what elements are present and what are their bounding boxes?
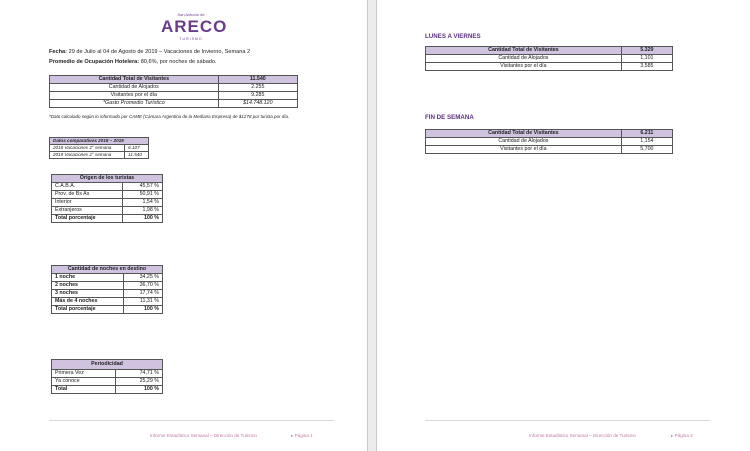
origen-header: Origen de los turistas bbox=[52, 175, 163, 183]
lunes-title: LUNES A VIERNES bbox=[425, 33, 481, 40]
table-cell: 2 noches bbox=[52, 282, 124, 290]
table-cell: Total bbox=[52, 386, 116, 394]
footer-divider bbox=[425, 420, 710, 421]
page-number-label: Página 2 bbox=[674, 433, 693, 438]
table-row bbox=[52, 207, 163, 215]
table-cell: 36,70 % bbox=[124, 282, 163, 290]
logo bbox=[161, 12, 228, 41]
page-arrow-icon: ▸ bbox=[291, 433, 295, 438]
origen-header-row bbox=[52, 175, 163, 183]
table-cell: 3 noches bbox=[52, 290, 124, 298]
table-row bbox=[426, 146, 673, 154]
table-row bbox=[52, 306, 163, 314]
resumen-table bbox=[49, 75, 298, 108]
table-cell: 45,57 % bbox=[123, 183, 163, 191]
table-cell: 1,54 % bbox=[123, 199, 163, 207]
resumen-header-label: Cantidad Total de Visitantes bbox=[50, 76, 219, 84]
resumen-header-row bbox=[50, 76, 298, 84]
table-cell: Total porcentaje bbox=[52, 215, 123, 223]
table-cell: Más de 4 noches bbox=[52, 298, 124, 306]
lunes-table bbox=[425, 46, 673, 71]
periodicidad-table bbox=[51, 359, 163, 394]
table-row bbox=[52, 386, 163, 394]
table-cell: 34,25 % bbox=[124, 274, 163, 282]
origen-table bbox=[51, 174, 163, 223]
page-number bbox=[671, 433, 693, 439]
table-cell: Visitantes por el día bbox=[426, 63, 622, 71]
table-cell: Visitantes por el día bbox=[426, 146, 622, 154]
footer-divider bbox=[49, 420, 334, 421]
table-row bbox=[52, 282, 163, 290]
table-cell: 2.255 bbox=[218, 84, 297, 92]
table-cell: Total porcentaje bbox=[52, 306, 124, 314]
footer-text: Informe Estadístico Semanal – Dirección de Turismo bbox=[150, 433, 257, 438]
table-cell: 50,91 % bbox=[123, 191, 163, 199]
table-row bbox=[52, 191, 163, 199]
table-row bbox=[52, 274, 163, 282]
table-cell: Visitantes por el día bbox=[50, 92, 219, 100]
table-cell: 1,154 bbox=[621, 138, 672, 146]
table-cell: *Gasto Promedio Turístico bbox=[50, 100, 219, 108]
table-row bbox=[50, 100, 298, 108]
table-cell: Cantidad de Alojados bbox=[426, 55, 622, 63]
table-row bbox=[52, 215, 163, 223]
periodicidad-header-row bbox=[52, 360, 163, 370]
table-cell: 17,74 % bbox=[124, 290, 163, 298]
table-cell: Ya conoce bbox=[52, 378, 116, 386]
table-cell: 1,98 % bbox=[123, 207, 163, 215]
noches-table bbox=[51, 265, 163, 314]
comparativos-header: Datos comparativos 2018 – 2019 bbox=[50, 138, 149, 145]
comparativos-table bbox=[49, 137, 149, 159]
table-cell: C.A.B.A. bbox=[52, 183, 123, 191]
table-cell: $14.748.120 bbox=[218, 100, 297, 108]
table-row bbox=[426, 63, 673, 71]
document-page-1 bbox=[0, 0, 368, 451]
finde-header-row bbox=[426, 130, 673, 138]
noches-header-row bbox=[52, 266, 163, 274]
lunes-header-label: Cantidad Total de Visitantes bbox=[426, 47, 622, 55]
gasto-note: *Dato calculado según lo informado por CAME (Cámara Argentina de la Mediana Empresa) de $1278 por turista por día. bbox=[49, 114, 290, 119]
table-cell: 2019 Vacaciones 2° semana bbox=[50, 152, 125, 159]
ocupacion-line bbox=[49, 58, 217, 66]
logo-main-text: ARECO bbox=[161, 17, 228, 36]
table-row bbox=[52, 378, 163, 386]
lunes-header-value: 5.329 bbox=[621, 47, 672, 55]
lunes-header-row bbox=[426, 47, 673, 55]
logo-sub-text: TURISMO bbox=[179, 37, 203, 41]
table-cell: 25,29 % bbox=[115, 378, 162, 386]
table-cell: Prov. de Bs As bbox=[52, 191, 123, 199]
periodicidad-header: Periodicidad bbox=[52, 360, 163, 370]
finde-header-label: Cantidad Total de Visitantes bbox=[426, 130, 622, 138]
table-cell: 6.107 bbox=[125, 145, 149, 152]
table-row bbox=[52, 290, 163, 298]
page-arrow-icon: ▸ bbox=[671, 433, 675, 438]
finde-table bbox=[425, 129, 673, 154]
table-row bbox=[52, 199, 163, 207]
table-cell: 2018 Vacaciones 2° semana bbox=[50, 145, 125, 152]
table-cell: 11,31 % bbox=[124, 298, 163, 306]
table-cell: 100 % bbox=[123, 215, 163, 223]
table-cell: 5,700 bbox=[621, 146, 672, 154]
table-cell: 1 noche bbox=[52, 274, 124, 282]
table-cell: 100 % bbox=[124, 306, 163, 314]
fecha-line bbox=[49, 48, 250, 56]
table-row bbox=[52, 298, 163, 306]
resumen-header-value: 11.540 bbox=[218, 76, 297, 84]
table-cell: 11.540 bbox=[125, 152, 149, 159]
page-number-label: Página 1 bbox=[294, 433, 313, 438]
document-page-2 bbox=[376, 0, 750, 451]
table-cell: Cantidad de Alojados bbox=[426, 138, 622, 146]
table-cell: 9.285 bbox=[218, 92, 297, 100]
table-cell: 74,71 % bbox=[115, 370, 162, 378]
comparativos-header-row bbox=[50, 138, 149, 145]
noches-header: Cantidad de noches en destino bbox=[52, 266, 163, 274]
ocupacion-label: Promedio de Ocupación Hotelera: bbox=[49, 59, 140, 65]
finde-title: FIN DE SEMANA bbox=[425, 114, 474, 121]
table-row bbox=[50, 152, 149, 159]
table-cell: Interior bbox=[52, 199, 123, 207]
fecha-value: 29 de Julio al 04 de Agosto de 2019 – Vacaciones de Invierno, Semana 2 bbox=[67, 49, 251, 55]
table-cell: 1,101 bbox=[621, 55, 672, 63]
table-row bbox=[52, 370, 163, 378]
table-cell: 100 % bbox=[115, 386, 162, 394]
table-cell: Cantidad de Alojados bbox=[50, 84, 219, 92]
table-row bbox=[50, 84, 298, 92]
table-cell: Primera Vez bbox=[52, 370, 116, 378]
page-number bbox=[291, 433, 313, 439]
ocupacion-value: 80,6%, por noches de sábado. bbox=[139, 59, 217, 65]
logo-top-text: San Antonio de bbox=[177, 12, 205, 17]
table-row bbox=[52, 183, 163, 191]
table-row bbox=[50, 145, 149, 152]
table-cell: 3,585 bbox=[621, 63, 672, 71]
table-row bbox=[426, 55, 673, 63]
table-row bbox=[50, 92, 298, 100]
finde-header-value: 6.211 bbox=[621, 130, 672, 138]
fecha-label: Fecha: bbox=[49, 49, 68, 55]
table-row bbox=[426, 138, 673, 146]
footer-text: Informe Estadístico Semanal – Dirección de Turismo bbox=[529, 433, 636, 438]
table-cell: Extranjeros bbox=[52, 207, 123, 215]
